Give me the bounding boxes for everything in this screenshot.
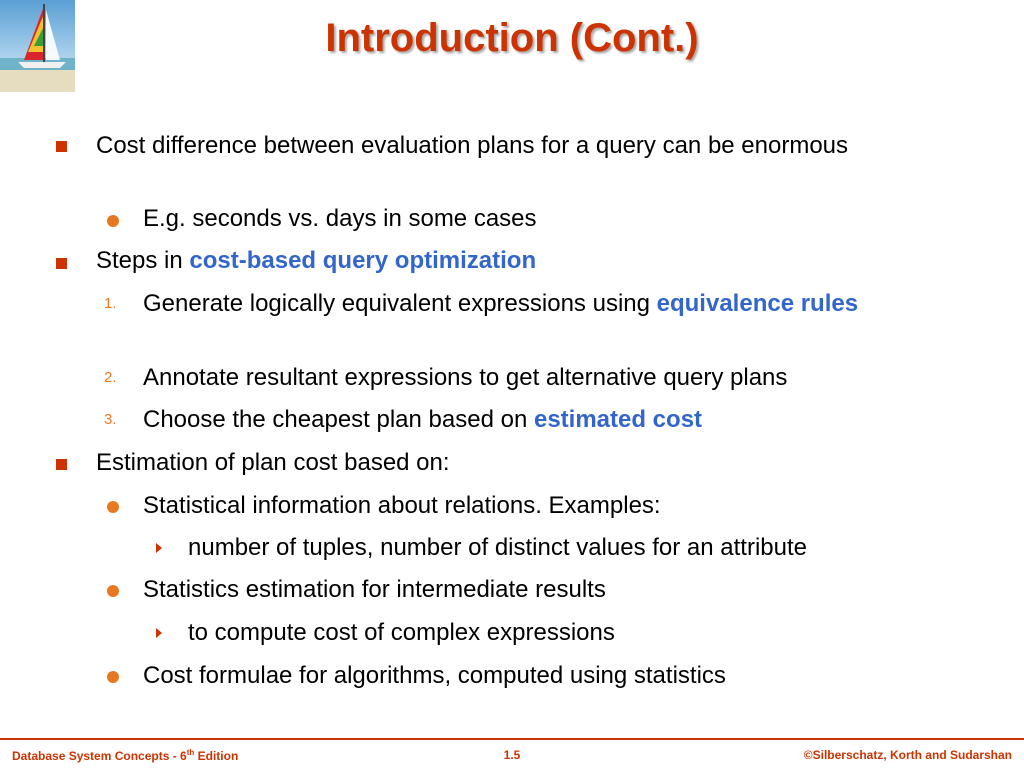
- footer-copyright: ©Silberschatz, Korth and Sudarshan: [803, 748, 1012, 762]
- bullet-steps-prefix: Steps in: [96, 247, 190, 274]
- footer-book-title-prefix: Database System Concepts - 6: [12, 749, 187, 763]
- step-number-3: 3.: [104, 411, 117, 428]
- sub-sub-bullet-tuples: number of tuples, number of distinct values for an attribute: [188, 534, 807, 561]
- footer-book-title-suffix: Edition: [194, 749, 239, 763]
- sub-bullet-statistical-info: Statistical information about relations. Examples:: [143, 492, 661, 519]
- step-1: [143, 289, 943, 319]
- bullet-cost-difference: Cost difference between evaluation plans for a query can be enormous: [96, 132, 849, 159]
- sub-bullet-cost-formulae: Cost formulae for algorithms, computed using statistics: [143, 662, 726, 689]
- square-bullet-icon: [56, 459, 67, 470]
- slide-footer: [0, 738, 1024, 768]
- dot-bullet-icon: [107, 215, 119, 227]
- bullet-steps-emphasis: cost-based query optimization: [189, 247, 537, 274]
- step-number-2: 2.: [104, 369, 117, 386]
- sub-sub-bullet-complex-expressions: to compute cost of complex expressions: [188, 619, 615, 646]
- footer-book-title-sup: th: [186, 748, 195, 757]
- dot-bullet-icon: [107, 671, 119, 683]
- dot-bullet-icon: [107, 501, 119, 513]
- step-1-text: Generate logically equivalent expressions using: [143, 290, 657, 317]
- step-3-emphasis: estimated cost: [533, 406, 703, 433]
- square-bullet-icon: [56, 258, 67, 269]
- arrow-bullet-icon: [156, 543, 162, 553]
- footer-rule: [0, 738, 1024, 740]
- dot-bullet-icon: [107, 585, 119, 597]
- footer-page-number: 1.5: [503, 748, 521, 762]
- step-3: [143, 405, 943, 435]
- step-number-1: 1.: [104, 295, 117, 312]
- sub-bullet-example: E.g. seconds vs. days in some cases: [143, 205, 537, 232]
- bullet-estimation: Estimation of plan cost based on:: [96, 449, 450, 476]
- bullet-steps: [96, 246, 956, 276]
- step-3-text: Choose the cheapest plan based on: [143, 406, 534, 433]
- step-1-emphasis: equivalence rules: [656, 290, 859, 317]
- square-bullet-icon: [56, 141, 67, 152]
- sub-bullet-statistics-estimation: Statistics estimation for intermediate results: [143, 576, 606, 603]
- slide-title: Introduction (Cont.): [325, 16, 699, 60]
- arrow-bullet-icon: [156, 628, 162, 638]
- step-2: Annotate resultant expressions to get alternative query plans: [143, 364, 788, 391]
